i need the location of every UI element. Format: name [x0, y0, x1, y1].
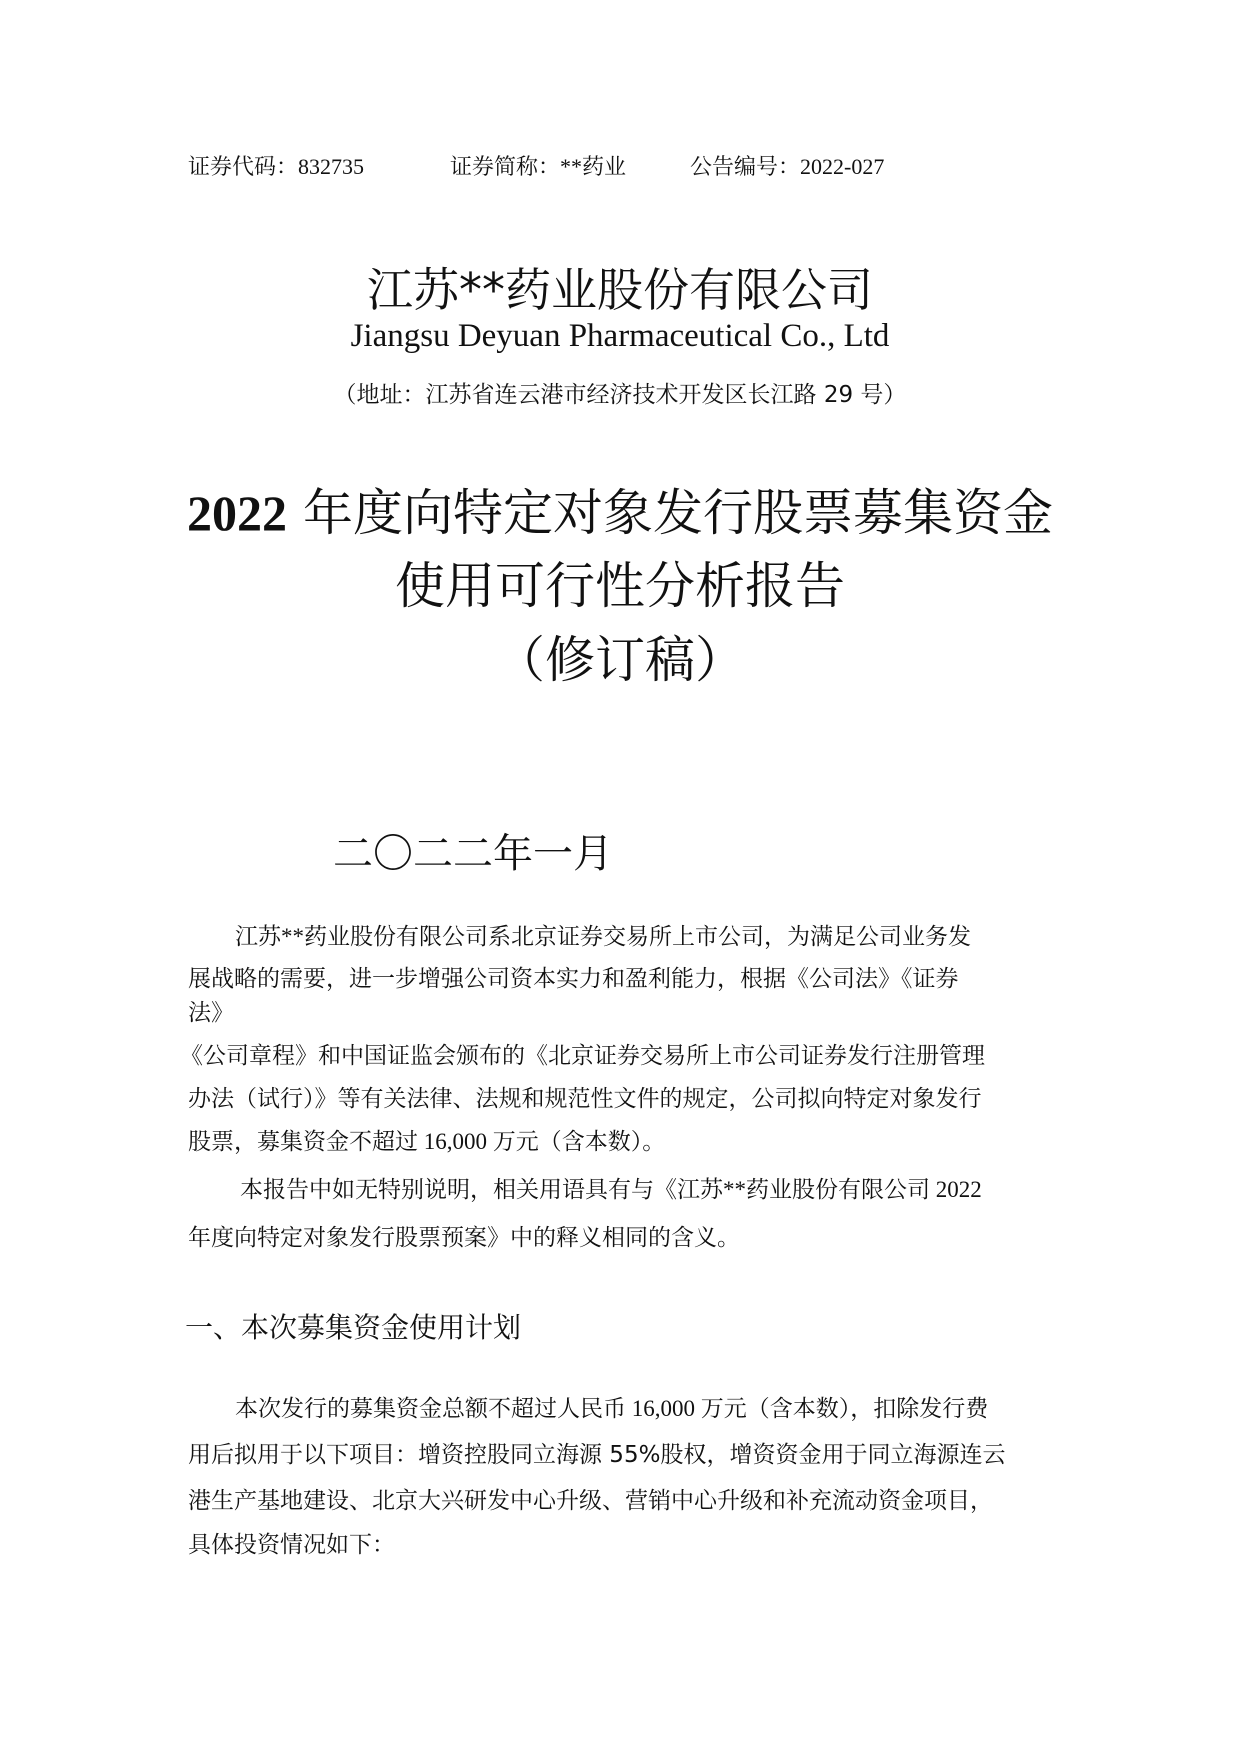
- intro-p1-line: 股票，募集资金不超过 16,000 万元（含本数）。: [188, 1129, 666, 1154]
- report-title-year: 2022: [187, 485, 288, 541]
- stock-code: 证券代码：832735: [188, 154, 365, 179]
- intro-p2-line: 本报告中如无特别说明，相关用语具有与《江苏**药业股份有限公司 2022: [240, 1177, 982, 1202]
- stock-abbreviation: 证券简称：**药业: [450, 154, 627, 179]
- report-title-line-1-text: 年度向特定对象发行股票募集资金: [287, 484, 1053, 542]
- section1-line: 具体投资情况如下：: [188, 1532, 395, 1557]
- intro-p1-line: 法》: [188, 1000, 234, 1025]
- company-address: （地址：江苏省连云港市经济技术开发区长江路 29 号）: [333, 382, 907, 408]
- section1-line-2-suffix: 增资资金用于同立海源连云: [729, 1442, 1006, 1467]
- section-heading: 一、本次募集资金使用计划: [185, 1311, 522, 1344]
- announcement-number: 公告编号：2022-027: [690, 154, 885, 179]
- section1-line-2-comma: ，: [706, 1442, 730, 1467]
- section1-line: 本次发行的募集资金总额不超过人民币 16,000 万元（含本数），扣除发行费: [235, 1396, 989, 1421]
- section1-line-2-prefix: 用后拟用于以下项目：: [188, 1442, 418, 1467]
- intro-p1-line: 展战略的需要，进一步增强公司资本实力和盈利能力，根据《公司法》《证券: [188, 966, 959, 991]
- intro-p2-line: 年度向特定对象发行股票预案》中的释义相同的含义。: [188, 1225, 740, 1250]
- intro-p1-line: 办法（试行）》等有关法律、法规和规范性文件的规定，公司拟向特定对象发行: [188, 1086, 982, 1111]
- intro-p1-line: 江苏**药业股份有限公司系北京证券交易所上市公司，为满足公司业务发: [235, 924, 971, 949]
- report-date: 二〇二二年一月: [333, 831, 613, 877]
- section1-line: 港生产基地建设、北京大兴研发中心升级、营销中心升级和补充流动资金项目，: [188, 1488, 993, 1513]
- company-name-en: Jiangsu Deyuan Pharmaceutical Co., Ltd: [350, 318, 890, 354]
- report-title-line-2: 使用可行性分析报告: [395, 557, 845, 615]
- section1-line-2: [188, 1436, 1005, 1469]
- report-title-line-1: [0, 473, 1240, 545]
- intro-p1-line: 《公司章程》和中国证监会颁布的《北京证券交易所上市公司证券发行注册管理: [180, 1043, 985, 1068]
- report-title-line-3: （修订稿）: [495, 631, 745, 689]
- company-name-cn: 江苏**药业股份有限公司: [367, 263, 873, 317]
- highlighted-project: 增资控股同立海源 55%股权: [418, 1442, 707, 1468]
